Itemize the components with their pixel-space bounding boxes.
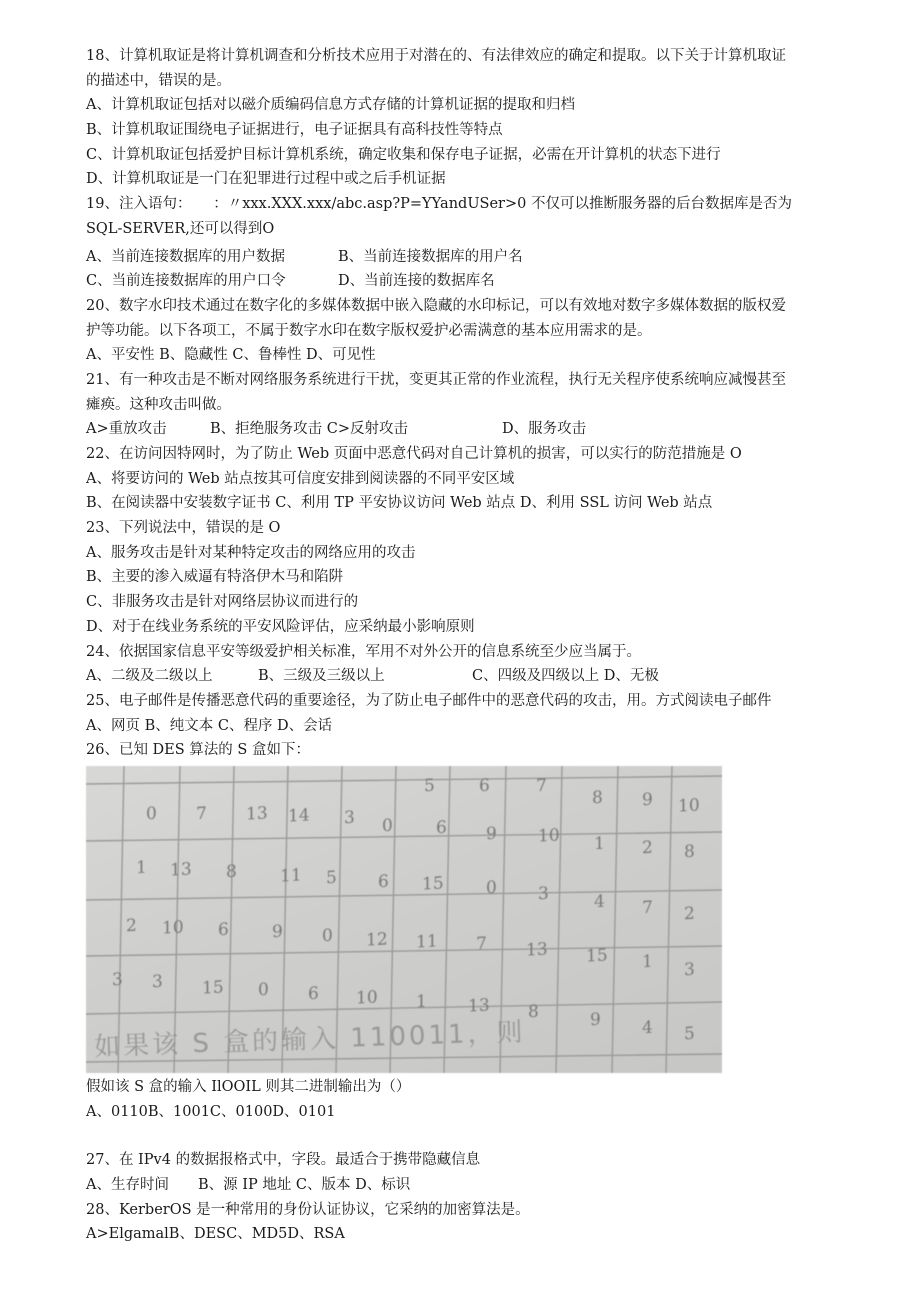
sbox-cell: 3 [344,807,355,829]
sbox-header-cell: 9 [642,789,653,811]
q19-stem-line2: SQL-SERVER,还可以得到O [86,220,275,237]
sbox-cell: 12 [366,929,388,951]
sbox-cell: 0 [146,803,157,825]
q22-option-a: A、将要访问的 Web 站点按其可信度安排到阅读器的不同平安区域 [86,470,515,487]
sbox-cell: 10 [538,825,560,847]
sbox-cell: 4 [594,891,605,913]
q21-option-a: A>重放攻击 [86,421,167,438]
q19-option-d: D、当前连接的数据库名 [338,273,495,290]
sbox-photo-caption: 如果该 S 盒的输入 110011，则 [93,1017,527,1063]
q18-option-a: A、计算机取证包括对以磁介质编码信息方式存储的计算机证据的提取和归档 [86,97,575,114]
q23-stem: 23、下列说法中，错误的是 O [86,520,281,537]
sbox-cell: 2 [684,903,695,925]
sbox-cell: 3 [112,969,123,991]
sbox-cell: 14 [288,805,310,827]
sbox-cell: 11 [416,931,438,953]
q18-option-b: B、计算机取证围绕电子证据进行，电子证据具有高科技性等特点 [86,122,503,139]
sbox-cell: 15 [422,873,444,895]
sbox-cell: 9 [272,921,283,943]
sbox-header-cell: 10 [678,795,700,817]
q19-options-row1 [86,245,876,270]
q21-stem-line2: 瘫痪。这种攻击叫做。 [86,396,231,413]
sbox-cell: 13 [468,995,490,1017]
sbox-cell: 2 [642,837,653,859]
sbox-cell: 7 [642,897,653,919]
exam-document [86,44,876,1247]
q24-option-b: B、三级及三级以上 [258,668,385,685]
sbox-cell: 11 [280,865,302,887]
q26-options: A、0110B、1001C、0100D、0101 [86,1103,336,1120]
q19-option-c: C、当前连接数据库的用户口令 [86,273,286,290]
q24-option-a: A、二级及二级以上 [86,668,213,685]
q19-options-row2 [86,269,876,294]
sbox-cell: 7 [196,803,207,825]
sbox-header-cell: 7 [536,775,547,797]
sbox-cell: 5 [326,867,337,889]
q27-stem: 27、在 IPv4 的数据报格式中，字段。最适合于携带隐藏信息 [86,1152,481,1169]
sbox-cell: 8 [226,861,237,883]
sbox-cell: 9 [590,1009,601,1031]
sbox-cell: 8 [528,1001,539,1023]
sbox-cell: 15 [202,977,224,999]
sbox-cell: 5 [684,1023,695,1045]
q20-stem-line1: 20、数字水印技术通过在数字化的多媒体数据中嵌入隐藏的水印标记，可以有效地对数字多媒体数据的版权爱 [86,297,786,314]
q28-stem: 28、KerberOS 是一种常用的身份认证协议，它采纳的加密算法是。 [86,1201,530,1218]
q26-follow-up: 假如该 S 盒的输入 IlOOIL 则其二进制输出为（） [86,1078,411,1095]
sbox-cell: 1 [416,991,427,1013]
sbox-header-cell: 6 [479,775,490,797]
q19-option-b: B、当前连接数据库的用户名 [338,248,523,265]
q21-option-d: D、服务攻击 [502,421,587,438]
blank-line [86,1124,876,1148]
sbox-cell: 6 [436,817,447,839]
q18-option-c: C、计算机取证包括爱护目标计算机系统，确定收集和保存电子证据，必需在开计算机的状态下进行 [86,146,721,163]
sbox-cell: 6 [308,983,319,1005]
q24-options [86,664,876,689]
sbox-cell: 9 [486,823,497,845]
sbox-cell: 7 [476,933,487,955]
sbox-cell: 0 [322,925,333,947]
sbox-cell: 3 [538,883,549,905]
q18-stem-line1: 18、计算机取证是将计算机调查和分析技术应用于对潜在的、有法律效应的确定和提取。以下关于计算机取证 [86,48,786,64]
q22-stem: 22、在访问因特网时，为了防止 Web 页面中恶意代码对自己计算机的损害，可以实行的防范措施是 O [86,446,742,462]
sbox-header-cell: 8 [592,787,603,809]
sbox-cell: 1 [136,857,147,879]
sbox-cell: 1 [642,951,653,973]
q26-stem: 26、已知 DES 算法的 S 盒如下： [86,742,310,759]
q21-stem-line1: 21、有一种攻击是不断对网络服务系统进行干扰，变更其正常的作业流程，执行无关程序使系统响应减慢甚至 [86,371,786,388]
q24-stem: 24、依据国家信息平安等级爱护相关标准，军用不对外公开的信息系统至少应当属于。 [86,643,641,660]
sbox-cell: 13 [526,939,548,961]
q20-stem-line2: 护等功能。以下各项工，不属于数字水印在数字版权爱护必需满意的基本应用需求的是。 [86,322,652,339]
des-sbox-photo [86,766,722,1073]
q22-option-bcd: B、在阅读器中安装数字证书 C、利用 TP 平安协议访问 Web 站点 D、利用 SSL 访问 Web 站点 [86,495,713,512]
sbox-cell: 13 [246,803,268,825]
sbox-cell: 6 [378,871,389,893]
sbox-cell: 0 [258,979,269,1001]
q23-option-b: B、主要的渗入威逼有特洛伊木马和陷阱 [86,569,344,586]
q23-option-c: C、非服务攻击是针对网络层协议而进行的 [86,594,359,611]
q18-stem-line2: 的描述中，错误的是。 [86,72,231,89]
q23-option-a: A、服务攻击是针对某种特定攻击的网络应用的攻击 [86,544,416,561]
q27-options: A、生存时间 B、源 IP 地址 C、版本 D、标识 [86,1177,411,1193]
sbox-cell: 1 [594,833,605,855]
sbox-cell: 15 [586,945,608,967]
sbox-cell: 0 [486,877,497,899]
q21-options [86,417,876,442]
sbox-cell: 3 [152,971,163,993]
sbox-cell: 6 [218,919,229,941]
sbox-cell: 13 [170,859,192,881]
q21-option-bc: B、拒绝服务攻击 C>反射攻击 [210,421,409,438]
q25-options: A、网页 B、纯文本 C、程序 D、会话 [86,717,333,734]
q24-option-cd: C、四级及四级以上 D、无极 [472,668,659,685]
q20-options: A、平安性 B、隐藏性 C、鲁棒性 D、可见性 [86,347,376,364]
sbox-cell: 10 [356,987,378,1009]
sbox-cell: 0 [382,815,393,837]
q19-stem-line1: 19、注入语句： ：〃xxx.XXX.xxx/abc.asp?P=YYandUSer>0 不仅可以推断服务器的后台数据库是否为 [86,196,792,213]
sbox-header-cell: 5 [424,775,435,797]
q19-option-a: A、当前连接数据库的用户数据 [86,248,285,265]
q25-stem: 25、电子邮件是传播恶意代码的重要途径，为了防止电子邮件中的恶意代码的攻击，用。方式阅读电子邮件 [86,692,772,709]
sbox-cell: 3 [684,959,695,981]
sbox-cell: 4 [642,1017,653,1039]
q23-option-d: D、对于在线业务系统的平安风险评估，应采纳最小影响原则 [86,618,475,635]
q18-option-d: D、计算机取证是一门在犯罪进行过程中或之后手机证据 [86,171,446,188]
sbox-cell: 2 [126,915,137,937]
sbox-cell: 10 [162,917,184,939]
sbox-cell: 8 [684,841,695,863]
q28-options: A>ElgamalB、DESC、MD5D、RSA [86,1226,345,1243]
